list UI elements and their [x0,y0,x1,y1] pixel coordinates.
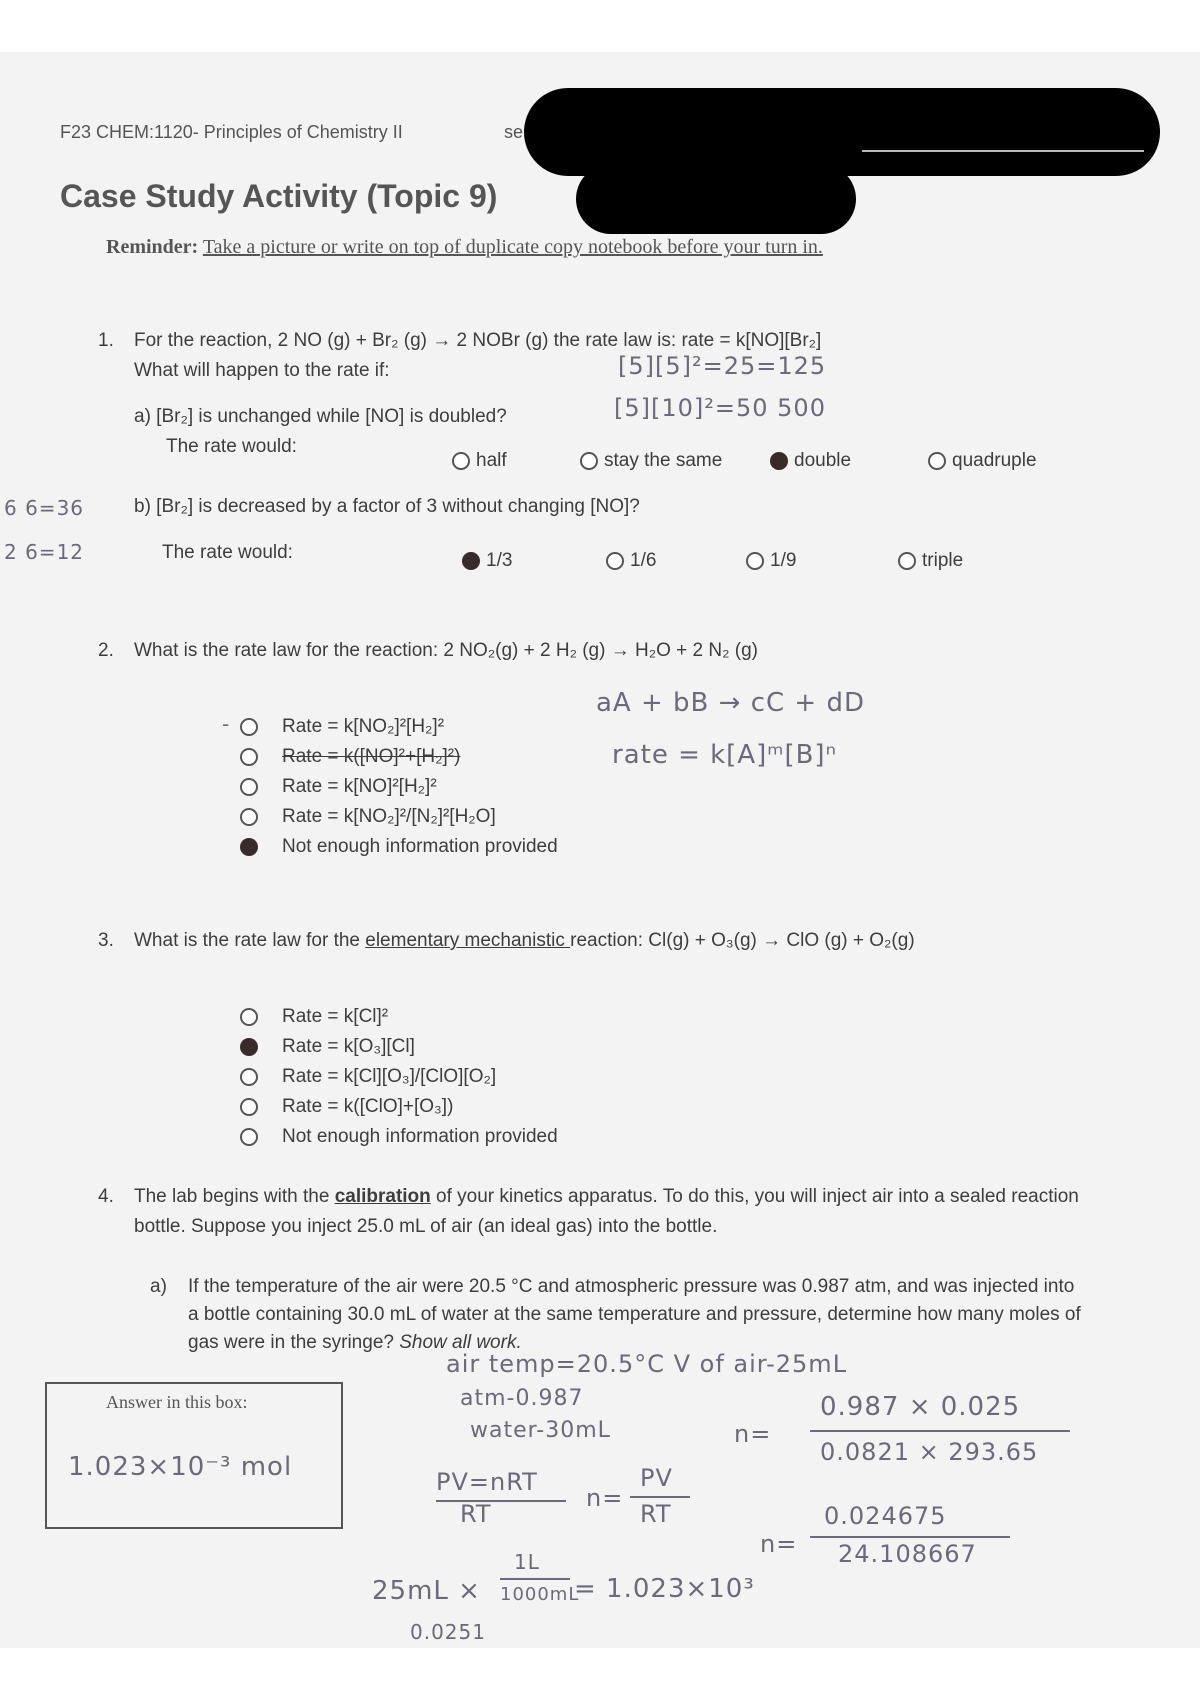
q4-line2: bottle. Suppose you inject 25.0 mL of air (an ideal gas) into the bottle. [134,1216,718,1237]
q1b-option-sixth[interactable]: 1/6 [606,550,656,572]
hw-frac-line [436,1500,566,1502]
radio-icon[interactable] [240,808,258,826]
q4-number: 4. [98,1186,114,1207]
hw-work-conv: 25mL × [372,1576,481,1606]
name-line [862,150,1144,152]
q1-number: 1. [98,330,114,351]
q1a-rate-label: The rate would: [166,436,297,457]
q3-option-5[interactable]: Not enough information provided [240,1126,558,1148]
q1b-option-ninth[interactable]: 1/9 [746,550,796,572]
hw-work-conv-den: 1000mL [500,1584,580,1605]
radio-icon[interactable] [240,1008,258,1026]
redaction-name [524,88,1160,176]
q3-option-4[interactable]: Rate = k([ClO]+[O₃]) [240,1096,453,1118]
radio-icon[interactable] [746,552,764,570]
radio-icon[interactable] [452,452,470,470]
section-label: se [504,122,524,142]
radio-icon[interactable] [928,452,946,470]
radio-icon[interactable] [240,1128,258,1146]
q3-prompt: What is the rate law for the elementary mechanistic reaction: Cl(g) + O₃(g) → ClO (g) + O₂(g) [134,930,915,951]
q1b-option-third[interactable]: 1/3 [462,550,512,572]
hw-margin-2: 2 6=12 [4,540,85,564]
radio-icon[interactable] [240,1098,258,1116]
hw-frac-line [500,1578,570,1580]
hw-work-pv: PV=nRT [436,1468,538,1496]
page-title: Case Study Activity (Topic 9) [60,178,498,214]
q2-option-4[interactable]: Rate = k[NO₂]²/[N₂]²[H₂O] [240,806,496,828]
hw-margin-1: 6 6=36 [4,496,85,520]
q3-option-1[interactable]: Rate = k[Cl]² [240,1006,388,1028]
radio-icon[interactable] [240,778,258,796]
reminder [106,236,823,259]
radio-selected-icon[interactable] [770,452,788,470]
hw-work-conv-num: 1L [514,1550,540,1574]
hw-work-den1: 0.0821 × 293.65 [820,1438,1039,1466]
q4a-label: a) [150,1276,167,1297]
q1-reaction-line: For the reaction, 2 NO (g) + Br₂ (g) → 2 NOBr (g) the rate law is: rate = k[NO][Br₂] [134,330,822,351]
radio-icon[interactable] [898,552,916,570]
q4-line1: The lab begins with the calibration of your kinetics apparatus. To do this, you will inject air into a sealed reaction [134,1186,1079,1207]
q1a-option-quadruple[interactable]: quadruple [928,450,1037,472]
q3-option-2[interactable]: Rate = k[O₃][Cl] [240,1036,415,1058]
q2-option-3[interactable]: Rate = k[NO]²[H₂]² [240,776,437,798]
hw-work-temp: air temp=20.5°C V of air-25mL [446,1350,848,1378]
hw-work-rt: RT [460,1500,492,1528]
q1b-prompt: b) [Br₂] is decreased by a factor of 3 without changing [NO]? [134,496,640,517]
q1b-option-triple[interactable]: triple [898,550,963,572]
q2-number: 2. [98,640,114,661]
radio-selected-icon[interactable] [462,552,480,570]
q1b-rate-label: The rate would: [162,542,293,563]
hw-work-den2: 24.108667 [838,1540,977,1568]
radio-icon[interactable] [240,718,258,736]
q1a-option-half[interactable]: half [452,450,507,472]
hw-q2-rate: rate = k[A]ᵐ[B]ⁿ [612,740,837,770]
q2-option-1[interactable]: Rate = k[NO₂]²[H₂]² [240,716,444,738]
q1a-option-double[interactable]: double [770,450,851,472]
hw-work-num2: 0.024675 [824,1502,947,1530]
radio-icon[interactable] [580,452,598,470]
q4a-line3: gas were in the syringe? Show all work. [188,1332,522,1353]
radio-icon[interactable] [240,748,258,766]
q2-option-5[interactable]: Not enough information provided [240,836,558,858]
q3-number: 3. [98,930,114,951]
course-header: F23 CHEM:1120- Principles of Chemistry II [60,122,403,142]
radio-selected-icon[interactable] [240,838,258,856]
reminder-text: Take a picture or write on top of duplicate copy notebook before your turn in. [202,236,823,258]
hw-frac-line [630,1496,690,1498]
q4a-line1: If the temperature of the air were 20.5 °C and atmospheric pressure was 0.987 atm, and was injected into [188,1276,1075,1297]
hw-q1-calc2: [5][10]²=50 500 [614,394,826,422]
q3-option-3[interactable]: Rate = k[Cl][O₃]/[ClO][O₂] [240,1066,496,1088]
hw-work-water: water-30mL [470,1418,611,1443]
reminder-label: Reminder: [106,236,199,258]
hw-frac-line [810,1430,1070,1432]
hw-work-conv-res: = 1.023×10³ [574,1574,755,1604]
q4a-line2: a bottle containing 30.0 mL of water at the same temperature and pressure, determine how many moles of [188,1304,1081,1325]
radio-selected-icon[interactable] [240,1038,258,1056]
hw-work-n2: n= [760,1530,798,1558]
hw-q2-dash: - [222,712,231,736]
q1a-option-stay[interactable]: stay the same [580,450,722,472]
q1a-prompt: a) [Br₂] is unchanged while [NO] is doubled? [134,406,507,427]
hw-work-conv-low: 0.0251 [410,1620,486,1644]
hw-work-n-eq: n= [586,1484,624,1512]
redaction-id [576,164,856,234]
hw-frac-line [810,1536,1010,1538]
answer-box-label: Answer in this box: [106,1392,248,1412]
hw-work-pv-num: PV [640,1464,673,1492]
hw-q1-calc1: [5][5]²=25=125 [618,352,827,380]
q2-option-2[interactable]: Rate = k([NO]²+[H₂]²) [240,746,460,768]
hw-work-pv-den: RT [640,1500,672,1528]
q1-subprompt: What will happen to the rate if: [134,360,390,381]
q2-prompt: What is the rate law for the reaction: 2 NO₂(g) + 2 H₂ (g) → H₂O + 2 N₂ (g) [134,640,758,661]
radio-icon[interactable] [606,552,624,570]
hw-answer[interactable]: 1.023×10⁻³ mol [68,1452,293,1482]
radio-icon[interactable] [240,1068,258,1086]
hw-work-n1: n= [734,1420,772,1448]
hw-work-num1: 0.987 × 0.025 [820,1392,1021,1422]
hw-work-atm: atm-0.987 [460,1386,584,1411]
hw-q2-general: aA + bB → cC + dD [596,688,865,718]
